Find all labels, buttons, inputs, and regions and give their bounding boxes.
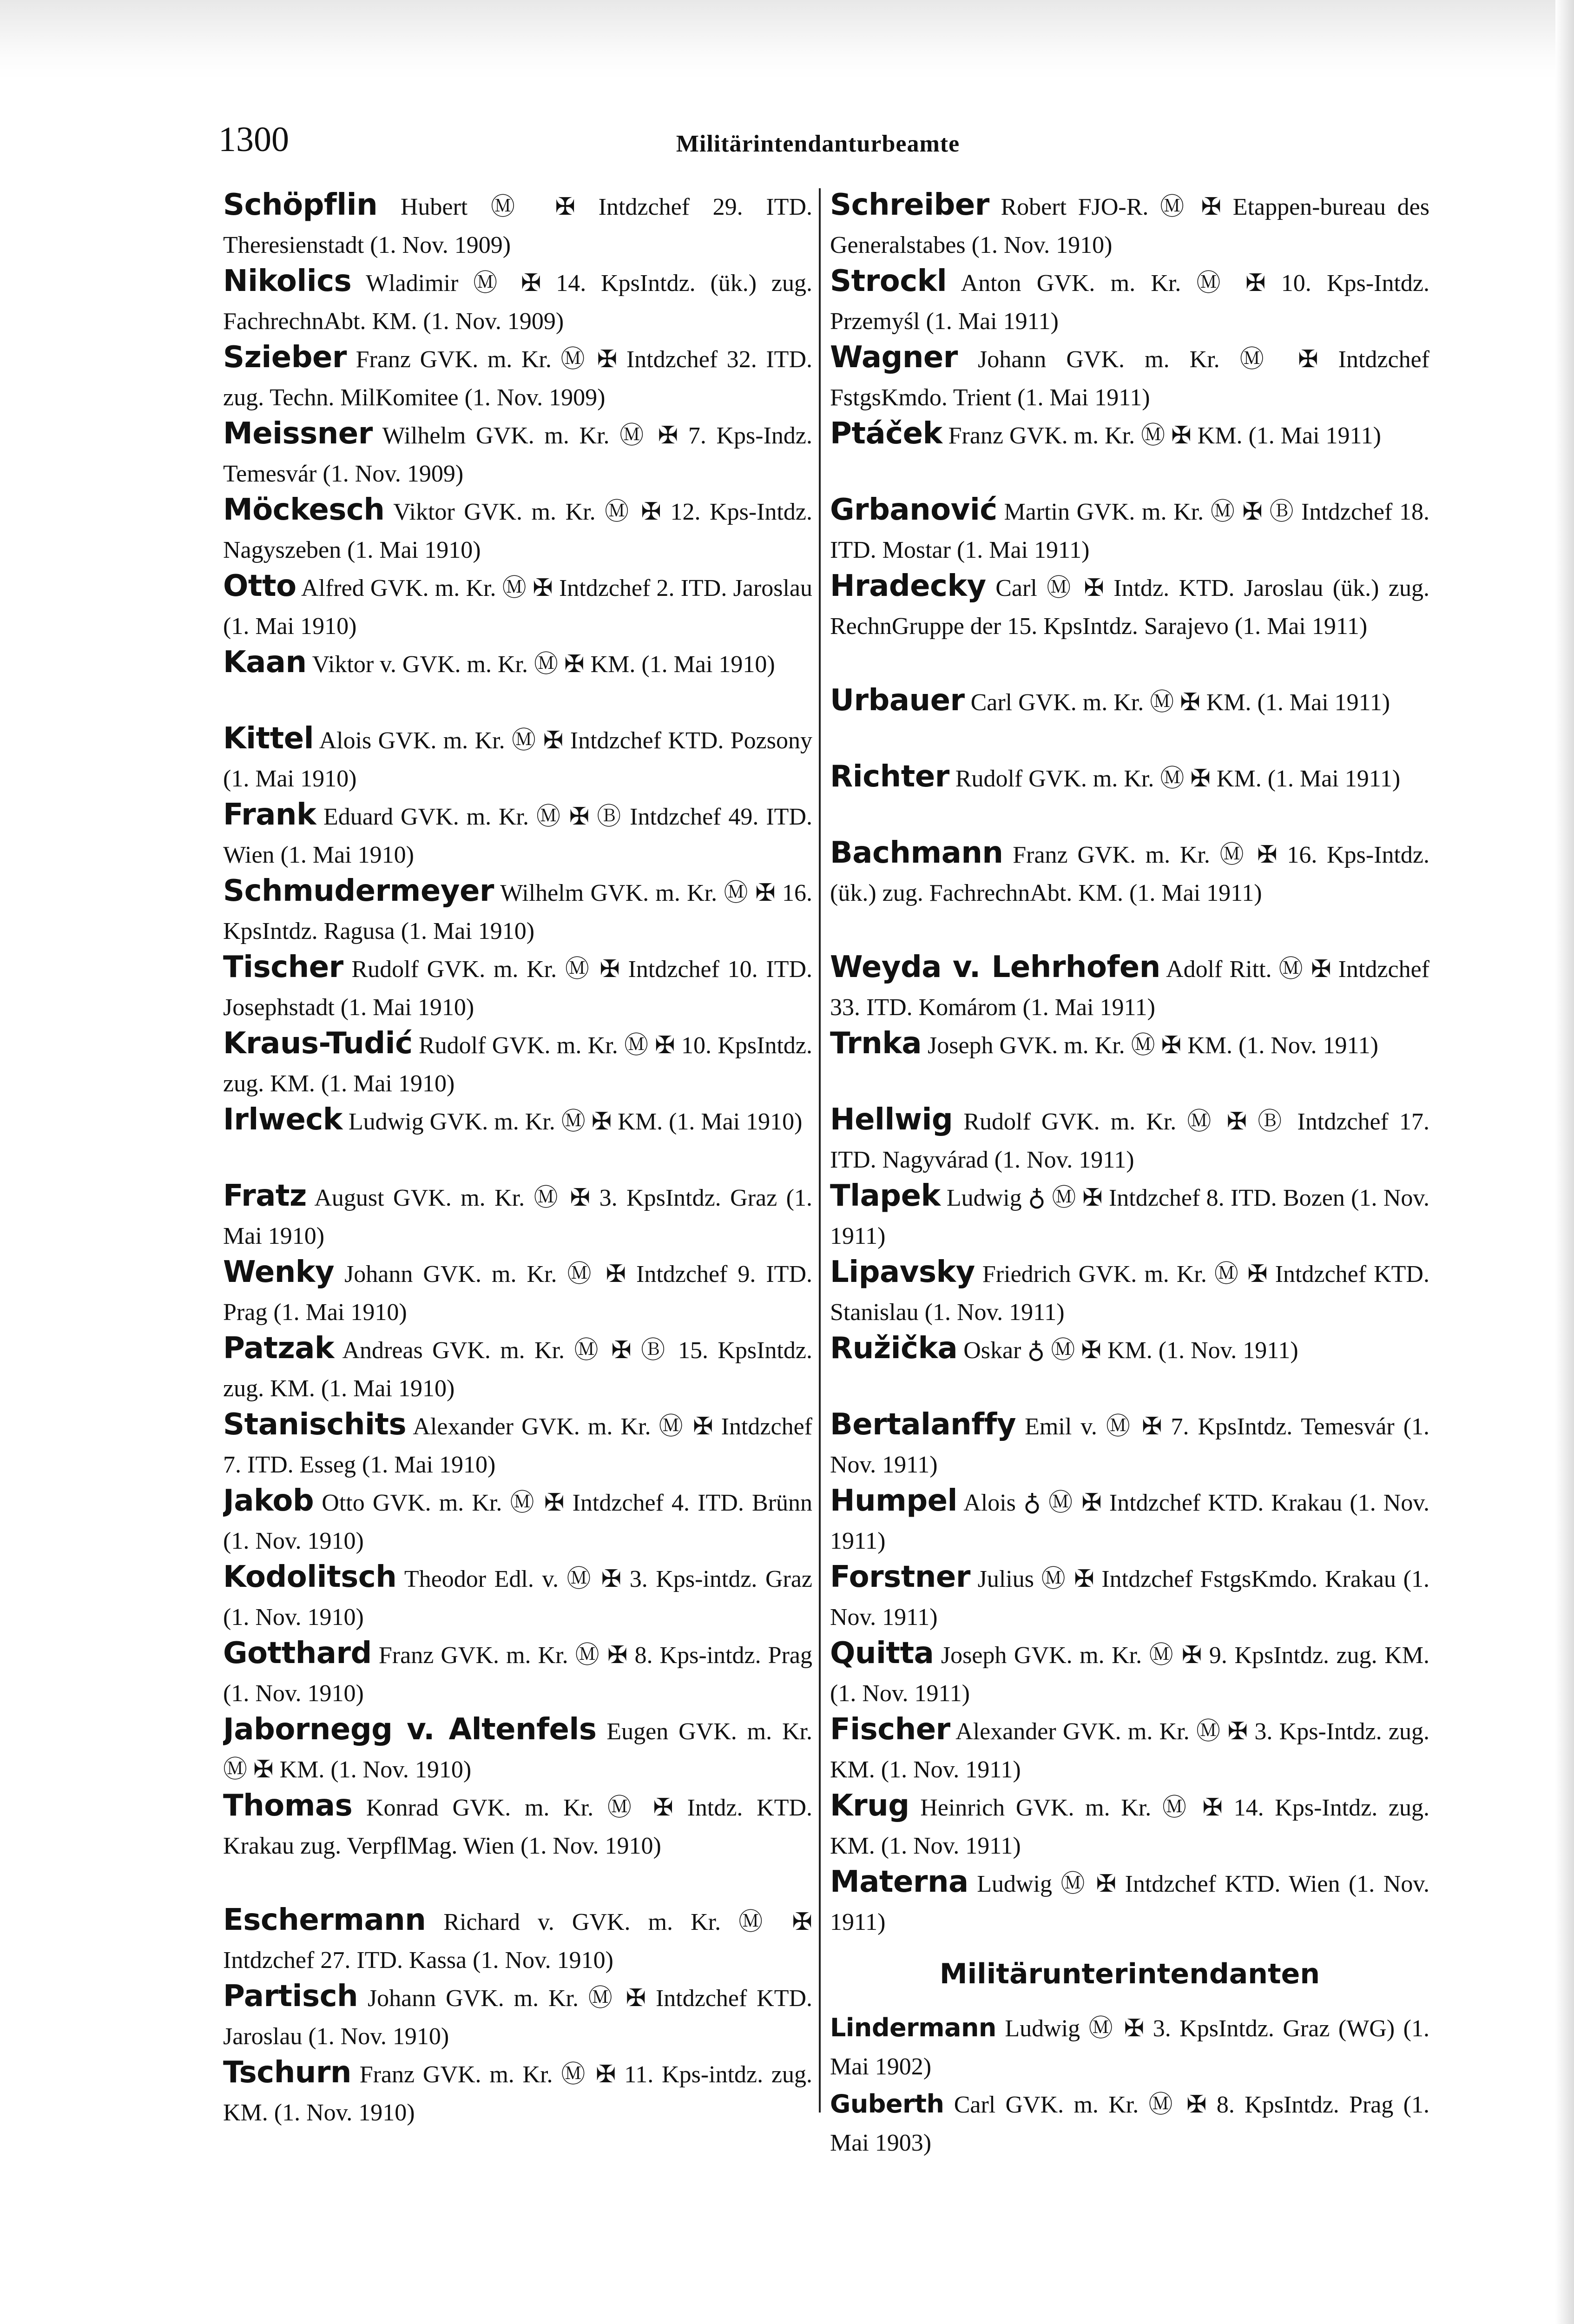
directory-entry bbox=[830, 567, 1429, 681]
scan-edge-top bbox=[0, 0, 1574, 79]
entry-details: Richard v. GVK. m. Kr. Ⓜ ✠ Intdzchef 27. ITD. Kassa (1. Nov. 1910) bbox=[223, 1909, 812, 1974]
entry-details: Viktor v. GVK. m. Kr. Ⓜ ✠ KM. (1. Mai 1910) bbox=[312, 651, 775, 678]
entry-details: Carl GVK. m. Kr. Ⓜ ✠ KM. (1. Mai 1911) bbox=[970, 689, 1390, 716]
entry-surname: Urbauer bbox=[830, 683, 965, 718]
directory-entry bbox=[223, 1558, 812, 1634]
entry-surname: Hellwig bbox=[830, 1103, 953, 1137]
right-column bbox=[830, 186, 1429, 2161]
entry-surname: Kodolitsch bbox=[223, 1560, 397, 1594]
entry-details: Hubert Ⓜ ✠ Intdzchef 29. ITD. Theresienstadt (1. Nov. 1909) bbox=[223, 194, 812, 258]
entry-details: Franz GVK. m. Kr. Ⓜ ✠ KM. (1. Mai 1911) bbox=[948, 423, 1381, 449]
entry-details: Ludwig Ⓜ ✠ Intdzchef KTD. Wien (1. Nov. 1911) bbox=[830, 1871, 1429, 1935]
entry-surname: Partisch bbox=[223, 1979, 358, 2014]
entry-surname: Kittel bbox=[223, 721, 314, 756]
entry-surname: Richter bbox=[830, 759, 949, 794]
directory-entry bbox=[223, 415, 812, 491]
entry-surname: Ružička bbox=[830, 1331, 958, 1366]
directory-entry bbox=[830, 1710, 1429, 1787]
entry-details: Theodor Edl. v. Ⓜ ✠ 3. Kps-intdz. Graz (1. Nov. 1910) bbox=[223, 1566, 812, 1631]
entry-details: Franz GVK. m. Kr. Ⓜ ✠ Intdzchef 32. ITD. zug. Techn. MilKomitee (1. Nov. 1909) bbox=[223, 346, 812, 411]
directory-entry bbox=[830, 491, 1429, 567]
directory-entry bbox=[223, 338, 812, 415]
entry-surname: Grbanović bbox=[830, 493, 997, 527]
entry-surname: Krug bbox=[830, 1789, 909, 1823]
directory-entry bbox=[223, 2053, 812, 2130]
directory-entry bbox=[223, 1482, 812, 1558]
entry-surname: Frank bbox=[223, 798, 316, 832]
entry-surname: Tschurn bbox=[223, 2055, 351, 2090]
entry-surname: Tischer bbox=[223, 950, 343, 984]
directory-entry bbox=[223, 643, 812, 720]
entry-details: Rudolf GVK. m. Kr. Ⓜ ✠ Intdzchef 10. ITD. Josephstadt (1. Mai 1910) bbox=[223, 956, 812, 1021]
directory-entry bbox=[223, 1406, 812, 1482]
entry-surname: Trnka bbox=[830, 1026, 922, 1061]
entry-details: Ludwig GVK. m. Kr. Ⓜ ✠ KM. (1. Mai 1910) bbox=[348, 1109, 803, 1135]
entry-details: Alfred GVK. m. Kr. Ⓜ ✠ Intdzchef 2. ITD. Jaroslau (1. Mai 1910) bbox=[223, 575, 812, 640]
directory-entry bbox=[223, 1787, 812, 1901]
entry-details: Franz GVK. m. Kr. Ⓜ ✠ 11. Kps-intdz. zug. KM. (1. Nov. 1910) bbox=[223, 2061, 812, 2126]
entry-surname: Thomas bbox=[223, 1789, 353, 1823]
directory-entry bbox=[223, 1634, 812, 1710]
entry-surname: Eschermann bbox=[223, 1903, 426, 1937]
directory-entry bbox=[830, 1406, 1429, 1482]
entry-details: Alexander GVK. m. Kr. Ⓜ ✠ 3. Kps-Intdz. zug. KM. (1. Nov. 1911) bbox=[830, 1718, 1429, 1783]
entry-surname: Strockl bbox=[830, 264, 947, 298]
entry-surname: Lindermann bbox=[830, 2013, 996, 2042]
directory-entry bbox=[223, 948, 812, 1024]
entry-details: Adolf Ritt. Ⓜ ✠ Intdzchef 33. ITD. Komárom (1. Mai 1911) bbox=[830, 956, 1429, 1021]
directory-entry bbox=[830, 2009, 1429, 2085]
page-number: 1300 bbox=[218, 120, 289, 159]
entry-surname: Humpel bbox=[830, 1484, 957, 1518]
entry-details: Franz GVK. m. Kr. Ⓜ ✠ 8. Kps-intdz. Prag (1. Nov. 1910) bbox=[223, 1642, 812, 1707]
entry-details: Wilhelm GVK. m. Kr. Ⓜ ✠ 16. KpsIntdz. Ragusa (1. Mai 1910) bbox=[223, 880, 812, 944]
directory-entry bbox=[830, 2085, 1429, 2161]
entry-details: Alois GVK. m. Kr. Ⓜ ✠ Intdzchef KTD. Pozsony (1. Mai 1910) bbox=[223, 727, 812, 792]
entry-details: Johann GVK. m. Kr. Ⓜ ✠ Intdzchef FstgsKmdo. Trient (1. Mai 1911) bbox=[830, 346, 1429, 411]
entry-details: Andreas GVK. m. Kr. Ⓜ ✠ Ⓑ 15. KpsIntdz. zug. KM. (1. Mai 1910) bbox=[223, 1337, 812, 1402]
directory-entry bbox=[223, 1710, 812, 1787]
directory-entry bbox=[830, 1101, 1429, 1177]
directory-entry bbox=[830, 1634, 1429, 1710]
entry-surname: Weyda v. Lehrhofen bbox=[830, 950, 1160, 984]
entry-surname: Wenky bbox=[223, 1255, 335, 1289]
entry-surname: Hradecky bbox=[830, 569, 986, 603]
directory-entry bbox=[223, 1024, 812, 1101]
directory-entry bbox=[830, 948, 1429, 1024]
entry-details: Robert FJO-R. Ⓜ ✠ Etappen-bureau des Generalstabes (1. Nov. 1910) bbox=[830, 194, 1429, 258]
scan-edge-right bbox=[1555, 0, 1574, 2324]
entry-details: Eugen GVK. m. Kr. Ⓜ ✠ KM. (1. Nov. 1910) bbox=[223, 1718, 812, 1783]
entry-details: Viktor GVK. m. Kr. Ⓜ ✠ 12. Kps-Intdz. Nagyszeben (1. Mai 1910) bbox=[223, 499, 812, 563]
entry-surname: Nikolics bbox=[223, 264, 352, 298]
entry-details: Rudolf GVK. m. Kr. Ⓜ ✠ 10. KpsIntdz. zug. KM. (1. Mai 1910) bbox=[223, 1032, 812, 1097]
entry-surname: Schreiber bbox=[830, 188, 989, 222]
entry-surname: Materna bbox=[830, 1865, 968, 1899]
directory-entry bbox=[223, 567, 812, 643]
entry-details: Johann GVK. m. Kr. Ⓜ ✠ Intdzchef KTD. Jaroslau (1. Nov. 1910) bbox=[223, 1985, 812, 2050]
entry-details: Joseph GVK. m. Kr. Ⓜ ✠ 9. KpsIntdz. zug. KM. (1. Nov. 1911) bbox=[830, 1642, 1429, 1707]
directory-entry bbox=[223, 186, 812, 262]
directory-entry bbox=[830, 186, 1429, 262]
entry-details: Emil v. Ⓜ ✠ 7. KpsIntdz. Temesvár (1. Nov. 1911) bbox=[830, 1413, 1429, 1478]
entry-details: Franz GVK. m. Kr. Ⓜ ✠ 16. Kps-Intdz. (ük.) zug. FachrechnAbt. KM. (1. Mai 1911) bbox=[830, 842, 1429, 906]
entry-details: Oskar ♁ Ⓜ ✠ KM. (1. Nov. 1911) bbox=[963, 1337, 1298, 1364]
entry-details: Heinrich GVK. m. Kr. Ⓜ ✠ 14. Kps-Intdz. zug. KM. (1. Nov. 1911) bbox=[830, 1795, 1429, 1859]
directory-entry bbox=[830, 1787, 1429, 1863]
directory-entry bbox=[830, 758, 1429, 834]
directory-entry bbox=[223, 262, 812, 338]
entry-surname: Schöpflin bbox=[223, 188, 378, 222]
directory-entry bbox=[223, 720, 812, 796]
directory-entry bbox=[830, 1024, 1429, 1101]
entry-details: Alexander GVK. m. Kr. Ⓜ ✠ Intdzchef 7. ITD. Esseg (1. Mai 1910) bbox=[223, 1413, 812, 1478]
entry-details: Martin GVK. m. Kr. Ⓜ ✠ Ⓑ Intdzchef 18. ITD. Mostar (1. Mai 1911) bbox=[830, 499, 1429, 563]
entry-surname: Kraus-Tudić bbox=[223, 1026, 413, 1061]
directory-entry bbox=[223, 1101, 812, 1177]
entry-surname: Ptáček bbox=[830, 416, 942, 451]
directory-entry bbox=[223, 1329, 812, 1406]
directory-entry bbox=[830, 1177, 1429, 1253]
entry-surname: Fischer bbox=[830, 1712, 950, 1747]
entry-surname: Patzak bbox=[223, 1331, 334, 1366]
column-divider bbox=[819, 188, 821, 2113]
entry-surname: Fratz bbox=[223, 1179, 307, 1213]
left-column bbox=[223, 186, 812, 2130]
section-heading: Militärunterintendanten bbox=[939, 1958, 1320, 1990]
entry-details: Eduard GVK. m. Kr. Ⓜ ✠ Ⓑ Intdzchef 49. ITD. Wien (1. Mai 1910) bbox=[223, 804, 812, 868]
directory-entry bbox=[830, 338, 1429, 415]
entry-surname: Meissner bbox=[223, 416, 373, 451]
directory-entry bbox=[223, 796, 812, 872]
entry-surname: Schmudermeyer bbox=[223, 874, 494, 908]
entry-details: Ludwig ♁ Ⓜ ✠ Intdzchef 8. ITD. Bozen (1. Nov. 1911) bbox=[830, 1185, 1429, 1249]
entry-surname: Kaan bbox=[223, 645, 307, 680]
entry-surname: Möckesch bbox=[223, 493, 385, 527]
entry-details: Konrad GVK. m. Kr. Ⓜ ✠ Intdz. KTD. Krakau zug. VerpflMag. Wien (1. Nov. 1910) bbox=[223, 1795, 812, 1859]
directory-entry bbox=[223, 1977, 812, 2053]
entry-surname: Irlweck bbox=[223, 1103, 342, 1137]
entry-details: Ludwig Ⓜ ✠ 3. KpsIntdz. Graz (WG) (1. Mai 1902) bbox=[830, 2015, 1429, 2080]
entry-details: Wladimir Ⓜ ✠ 14. KpsIntdz. (ük.) zug. FachrechnAbt. KM. (1. Nov. 1909) bbox=[223, 270, 812, 335]
entry-details: Carl Ⓜ ✠ Intdz. KTD. Jaroslau (ük.) zug. RechnGruppe der 15. KpsIntdz. Sarajevo (1. Mai 1911) bbox=[830, 575, 1429, 640]
running-title: Militärintendanturbeamte bbox=[676, 131, 960, 157]
directory-entry bbox=[830, 1329, 1429, 1406]
directory-entry bbox=[830, 415, 1429, 491]
entry-details: Wilhelm GVK. m. Kr. Ⓜ ✠ 7. Kps-Indz. Temesvár (1. Nov. 1909) bbox=[223, 423, 812, 487]
entry-details: Johann GVK. m. Kr. Ⓜ ✠ Intdzchef 9. ITD. Prag (1. Mai 1910) bbox=[223, 1261, 812, 1326]
entry-details: Anton GVK. m. Kr. Ⓜ ✠ 10. Kps-Intdz. Przemyśl (1. Mai 1911) bbox=[830, 270, 1429, 335]
entry-surname: Szieber bbox=[223, 340, 347, 375]
entry-surname: Gotthard bbox=[223, 1636, 372, 1670]
directory-entry bbox=[830, 262, 1429, 338]
directory-entry bbox=[223, 1253, 812, 1329]
entry-surname: Otto bbox=[223, 569, 296, 603]
directory-entry bbox=[223, 1901, 812, 1977]
entry-details: August GVK. m. Kr. Ⓜ ✠ 3. KpsIntdz. Graz (1. Mai 1910) bbox=[223, 1185, 812, 1249]
directory-entry bbox=[223, 491, 812, 567]
entry-details: Julius Ⓜ ✠ Intdzchef FstgsKmdo. Krakau (1. Nov. 1911) bbox=[830, 1566, 1429, 1631]
entry-surname: Bachmann bbox=[830, 836, 1003, 870]
directory-entry bbox=[830, 1863, 1429, 1939]
directory-entry bbox=[830, 681, 1429, 758]
directory-entry bbox=[830, 1482, 1429, 1558]
entry-surname: Lipavsky bbox=[830, 1255, 975, 1289]
entry-surname: Quitta bbox=[830, 1636, 934, 1670]
entry-details: Rudolf GVK. m. Kr. Ⓜ ✠ KM. (1. Mai 1911) bbox=[955, 766, 1401, 792]
entry-details: Alois ♁ Ⓜ ✠ Intdzchef KTD. Krakau (1. Nov. 1911) bbox=[830, 1490, 1429, 1554]
entry-surname: Tlapek bbox=[830, 1179, 941, 1213]
entry-details: Rudolf GVK. m. Kr. Ⓜ ✠ Ⓑ Intdzchef 17. ITD. Nagyvárad (1. Nov. 1911) bbox=[830, 1109, 1429, 1173]
entry-details: Carl GVK. m. Kr. Ⓜ ✠ 8. KpsIntdz. Prag (1. Mai 1903) bbox=[830, 2092, 1429, 2156]
directory-entry bbox=[830, 1558, 1429, 1634]
entry-details: Otto GVK. m. Kr. Ⓜ ✠ Intdzchef 4. ITD. Brünn (1. Nov. 1910) bbox=[223, 1490, 812, 1554]
entry-surname: Jabornegg v. Altenfels bbox=[223, 1712, 597, 1747]
directory-entry bbox=[830, 1253, 1429, 1329]
directory-entry bbox=[223, 872, 812, 948]
entry-surname: Guberth bbox=[830, 2089, 944, 2119]
entry-details: Joseph GVK. m. Kr. Ⓜ ✠ KM. (1. Nov. 1911) bbox=[928, 1032, 1378, 1059]
entry-surname: Forstner bbox=[830, 1560, 970, 1594]
entry-details: Friedrich GVK. m. Kr. Ⓜ ✠ Intdzchef KTD. Stanislau (1. Nov. 1911) bbox=[830, 1261, 1429, 1326]
entry-surname: Bertalanffy bbox=[830, 1407, 1016, 1442]
entry-surname: Stanischits bbox=[223, 1407, 407, 1442]
directory-entry bbox=[830, 834, 1429, 948]
entry-surname: Jakob bbox=[223, 1484, 314, 1518]
entry-surname: Wagner bbox=[830, 340, 958, 375]
directory-entry bbox=[223, 1177, 812, 1253]
